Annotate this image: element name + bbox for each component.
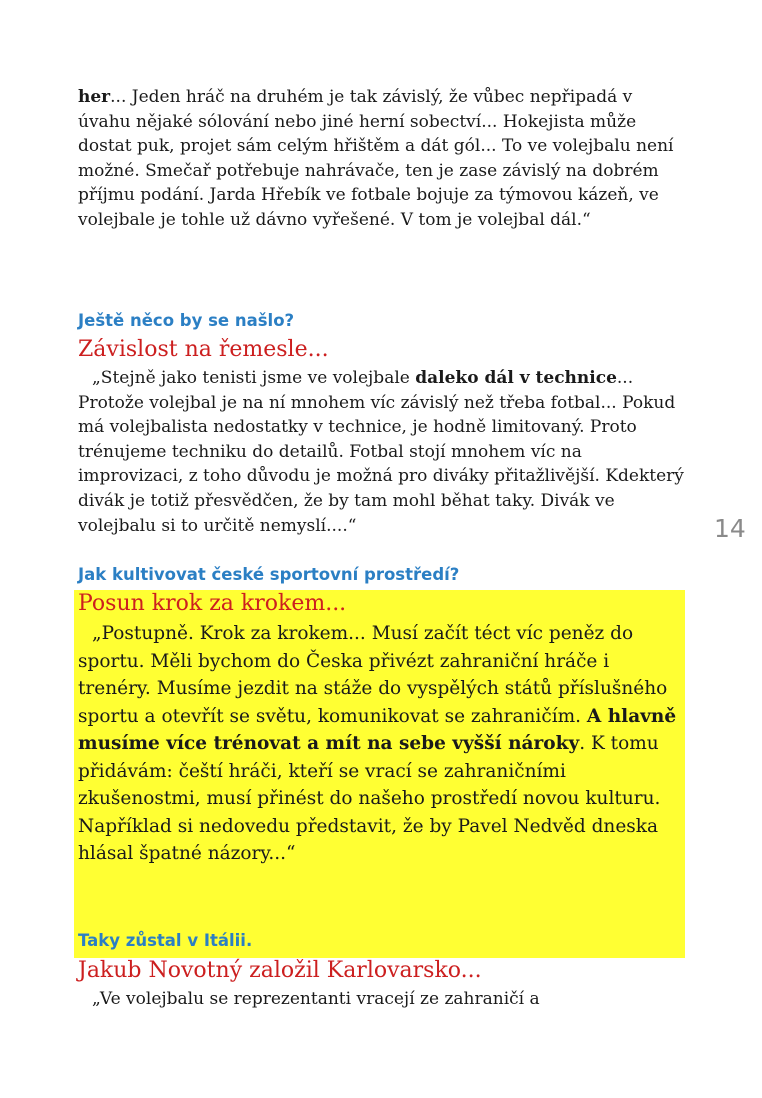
paragraph-1 <box>78 85 684 233</box>
heading-2: Posun krok za krokem... <box>78 591 347 616</box>
bold-phrase: daleko dál v technice <box>415 368 617 388</box>
paragraph-text: „Ve volejbalu se reprezentanti vracejí ze zahraničí a <box>92 989 540 1009</box>
paragraph-text: . K tomu přidávám: čeští hráči, kteří se vrací se zahraničními zkušenostmi, musí přinést do našeho prostředí novou kulturu. Například si nedovedu představit, že by Pavel Nedvěd dneska hlásal špatné názory...“ <box>78 733 661 864</box>
paragraph-3 <box>78 620 684 868</box>
paragraph-intro: „Postupně. Krok za krokem... Musí začít téct víc peněz do sportu. Měli bychom do Česka přivézt zahraniční hráče i trenéry. Musíme jezdit na stáže do vyspělých států příslušného sportu a otevřít se světu, komunikovat se zahraničím. <box>78 623 668 727</box>
question-3: Taky zůstal v Itálii. <box>78 931 253 950</box>
heading-3: Jakub Novotný založil Karlovarsko... <box>78 958 482 983</box>
page-number: 14 <box>714 514 746 543</box>
question-1: Ještě něco by se našlo? <box>78 311 295 330</box>
paragraph-2 <box>78 366 684 538</box>
paragraph-4 <box>78 987 684 1012</box>
paragraph-text: ... Jeden hráč na druhém je tak závislý, že vůbec nepřipadá v úvahu nějaké sólování nebo jiné herní sobectví... Hokejista může dostat puk, projet sám celým hřištěm a dát gól... To ve volejbalu není možné. Smečař potřebuje nahrávače, ten je zase závislý na dobrém příjmu podání. Jarda Hřebík ve fotbale bojuje za týmovou kázeň, ve volejbale je tohle už dávno vyřešené. V tom je volejbal dál.“ <box>78 87 674 230</box>
paragraph-intro: „Stejně jako tenisti jsme ve volejbale <box>92 368 416 388</box>
bold-lead: her <box>78 87 111 107</box>
paragraph-text: ... Protože volejbal je na ní mnohem víc závislý než třeba fotbal... Pokud má volejbalista nedostatky v technice, je hodně limitovaný. Proto trénujeme techniku do detailů. Fotbal stojí mnohem víc na improvizaci, z toho důvodu je možná pro diváky přitažlivější. Kdekterý divák je totiž přesvědčen, že by tam mohl běhat taky. Divák ve volejbalu si to určitě nemyslí....“ <box>78 368 684 536</box>
question-2: Jak kultivovat české sportovní prostředí? <box>78 565 460 584</box>
bold-phrase: A hlavně musíme více trénovat a mít na sebe vyšší nároky <box>78 705 677 754</box>
heading-1: Závislost na řemesle... <box>78 337 329 362</box>
